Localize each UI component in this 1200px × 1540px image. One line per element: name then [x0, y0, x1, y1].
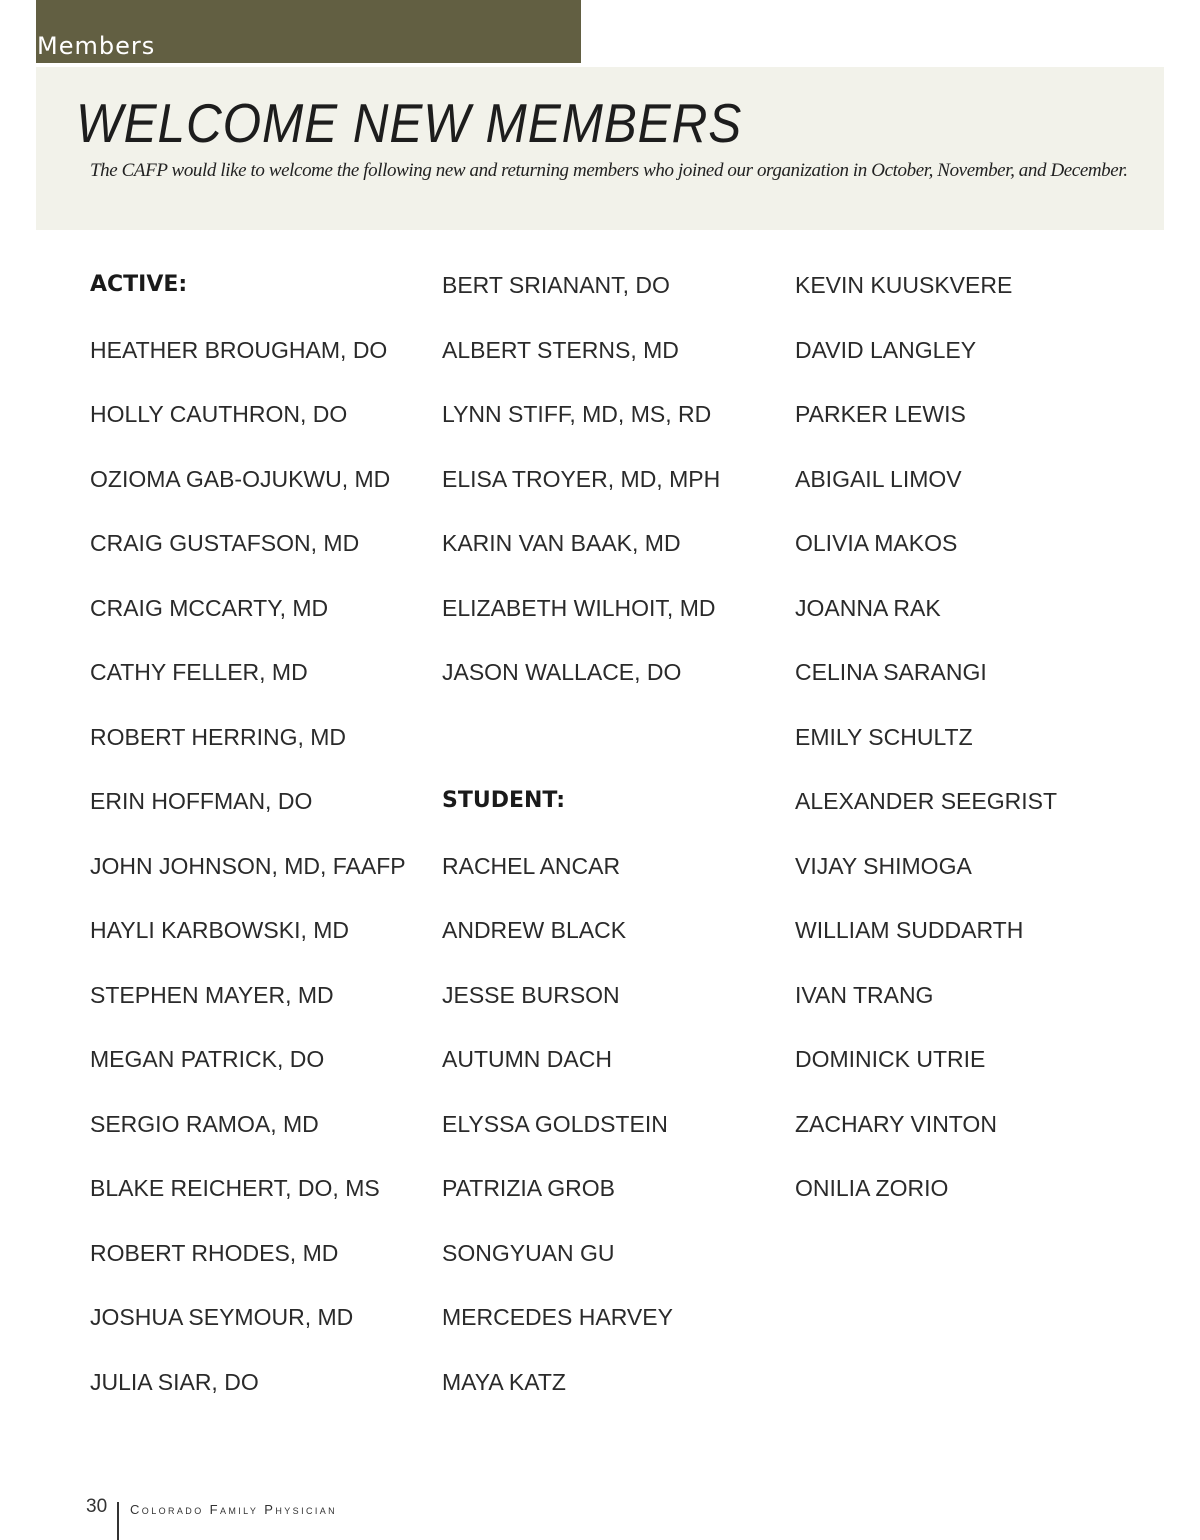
member-column-2	[442, 266, 787, 1427]
member-name: JASON WALLACE, DO	[442, 659, 682, 685]
member-name: DAVID LANGLEY	[795, 336, 977, 363]
section-label: Members	[37, 32, 156, 60]
member-name: ALBERT STERNS, MD	[442, 336, 679, 363]
member-name: AUTUMN DACH	[442, 1046, 612, 1072]
member-name: HAYLI KARBOWSKI, MD	[90, 917, 350, 943]
footer-divider	[117, 1502, 119, 1540]
member-name: ELIZABETH WILHOIT, MD	[442, 594, 716, 621]
member-name: BLAKE REICHERT, DO, MS	[90, 1175, 380, 1201]
member-name: PATRIZIA GROB	[442, 1175, 615, 1201]
member-name: CRAIG GUSTAFSON, MD	[90, 530, 360, 556]
member-name: JESSE BURSON	[442, 981, 620, 1008]
member-name: MAYA KATZ	[442, 1368, 566, 1395]
member-name: JOANNA RAK	[795, 594, 941, 621]
member-name: VIJAY SHIMOGA	[795, 852, 972, 879]
member-name: DOMINICK UTRIE	[795, 1046, 986, 1072]
member-category-heading: STUDENT:	[442, 788, 566, 813]
member-name: MEGAN PATRICK, DO	[90, 1046, 325, 1072]
member-name: STEPHEN MAYER, MD	[90, 981, 334, 1008]
member-column-1	[90, 266, 435, 1427]
member-name: ONILIA ZORIO	[795, 1175, 949, 1201]
member-name: MERCEDES HARVEY	[442, 1304, 673, 1330]
member-name: EMILY SCHULTZ	[795, 723, 973, 750]
member-name: CATHY FELLER, MD	[90, 659, 308, 685]
member-name: OZIOMA GAB-OJUKWU, MD	[90, 465, 391, 492]
member-name: PARKER LEWIS	[795, 401, 966, 427]
spacer	[442, 718, 787, 783]
title-banner	[36, 67, 1164, 230]
member-name: HEATHER BROUGHAM, DO	[90, 336, 388, 363]
member-name: OLIVIA MAKOS	[795, 530, 958, 556]
member-name: RACHEL ANCAR	[442, 852, 621, 879]
member-name: BERT SRIANANT, DO	[442, 272, 670, 298]
page-number: 30	[86, 1496, 108, 1517]
member-name: ROBERT HERRING, MD	[90, 723, 347, 750]
member-name: HOLLY CAUTHRON, DO	[90, 401, 348, 427]
member-name: JOSHUA SEYMOUR, MD	[90, 1304, 354, 1330]
member-name: ERIN HOFFMAN, DO	[90, 788, 313, 814]
member-name: ALEXANDER SEEGRIST	[795, 788, 1058, 814]
member-name: JOHN JOHNSON, MD, FAAFP	[90, 852, 406, 879]
intro-text: The CAFP would like to welcome the following new and returning members who joined our organization in October, November, and December.	[90, 160, 1128, 181]
member-name: ELYSSA GOLDSTEIN	[442, 1110, 668, 1137]
member-name: CELINA SARANGI	[795, 659, 987, 685]
member-name: SONGYUAN GU	[442, 1239, 615, 1266]
member-name: WILLIAM SUDDARTH	[795, 917, 1024, 943]
publication-name: Colorado Family Physician	[130, 1502, 338, 1517]
member-name: KEVIN KUUSKVERE	[795, 272, 1013, 298]
page-title: WELCOME NEW MEMBERS	[76, 92, 743, 154]
member-name: CRAIG MCCARTY, MD	[90, 594, 329, 621]
member-name: ANDREW BLACK	[442, 917, 627, 943]
member-name: JULIA SIAR, DO	[90, 1368, 259, 1395]
member-name: ELISA TROYER, MD, MPH	[442, 465, 721, 492]
member-name: ZACHARY VINTON	[795, 1110, 997, 1137]
member-name: KARIN VAN BAAK, MD	[442, 530, 681, 556]
member-category-heading: ACTIVE:	[90, 272, 188, 297]
member-name: SERGIO RAMOA, MD	[90, 1110, 319, 1137]
member-name: IVAN TRANG	[795, 981, 934, 1008]
section-tab	[36, 0, 581, 63]
member-name: ABIGAIL LIMOV	[795, 465, 962, 492]
member-name: LYNN STIFF, MD, MS, RD	[442, 401, 712, 427]
member-column-3	[795, 266, 1140, 1234]
member-name: ROBERT RHODES, MD	[90, 1239, 339, 1266]
